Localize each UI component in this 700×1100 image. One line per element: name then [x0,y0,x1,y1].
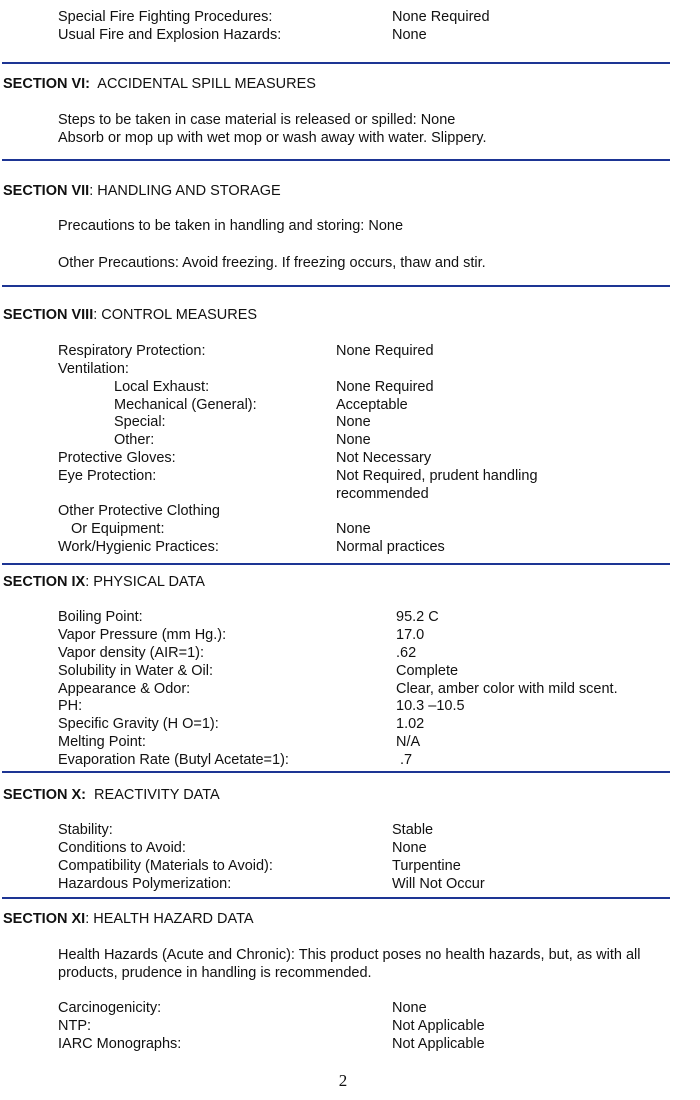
field-label: Or Equipment: [71,521,165,537]
field-label: Other Protective Clothing [58,503,220,519]
section-divider [2,62,670,64]
field-value: Acceptable [336,397,408,413]
field-value: None Required [336,379,434,395]
field-label: Carcinogenicity: [58,1000,162,1016]
field-label: Usual Fire and Explosion Hazards: [58,27,282,43]
field-label: IARC Monographs: [58,1036,182,1052]
section-title: ACCIDENTAL SPILL MEASURES [97,76,316,92]
field-label: Special: [114,414,166,430]
section-title: : HANDLING AND STORAGE [89,183,281,199]
field-label: Other: [114,432,155,448]
section-number: SECTION IX [3,574,86,590]
field-label: Protective Gloves: [58,450,176,466]
field-value: Will Not Occur [392,876,485,892]
field-label: Boiling Point: [58,609,143,625]
section-divider [2,897,670,899]
section-heading [3,573,205,591]
field-label: Appearance & Odor: [58,681,191,697]
body-line: Health Hazards (Acute and Chronic): This product poses no health hazards, but, as with all [58,947,641,963]
field-value: recommended [336,486,429,502]
field-value: None [392,840,427,856]
section-title: REACTIVITY DATA [94,787,220,803]
field-value: Not Necessary [336,450,432,466]
page-number: 2 [338,1071,348,1090]
field-value: .7 [396,752,413,768]
field-label: Ventilation: [58,361,129,377]
section-heading [3,786,220,804]
field-label: Work/Hygienic Practices: [58,539,219,555]
section-divider [2,771,670,773]
section-number: SECTION VI: [3,76,91,92]
field-value: N/A [396,734,421,750]
section-heading [3,182,281,200]
field-label: Compatibility (Materials to Avoid): [58,858,273,874]
field-value: Not Applicable [392,1018,485,1034]
section-number: SECTION XI [3,911,86,927]
field-label: Specific Gravity (H O=1): [58,716,219,732]
field-label: Mechanical (General): [114,397,257,413]
field-value: None [336,432,371,448]
field-value: None [392,27,427,43]
body-line: Precautions to be taken in handling and storing: None [58,218,404,234]
field-value: None [392,1000,427,1016]
field-label: Melting Point: [58,734,146,750]
field-value: 1.02 [396,716,425,732]
section-divider [2,159,670,161]
field-label: Conditions to Avoid: [58,840,186,856]
field-label: Evaporation Rate (Butyl Acetate=1): [58,752,289,768]
field-value: Stable [392,822,434,838]
field-value: Clear, amber color with mild scent. [396,681,618,697]
field-value: None Required [392,9,490,25]
field-value: None [336,521,371,537]
section-heading [3,910,254,928]
body-line: Steps to be taken in case material is released or spilled: None [58,112,456,128]
section-title: : PHYSICAL DATA [85,574,205,590]
field-label: Vapor Pressure (mm Hg.): [58,627,227,643]
field-value: Normal practices [336,539,445,555]
section-number: SECTION X: [3,787,86,803]
section-number: SECTION VII [3,183,90,199]
field-label: Eye Protection: [58,468,157,484]
section-divider [2,285,670,287]
field-label: PH: [58,698,83,714]
field-label: Local Exhaust: [114,379,210,395]
section-title: : HEALTH HAZARD DATA [85,911,254,927]
field-value: 17.0 [396,627,425,643]
field-label: Respiratory Protection: [58,343,206,359]
section-divider [2,563,670,565]
body-line: products, prudence in handling is recommended. [58,965,372,981]
field-value: None [336,414,371,430]
field-label: Vapor density (AIR=1): [58,645,205,661]
section-number: SECTION VIII [3,307,94,323]
field-label: Solubility in Water & Oil: [58,663,213,679]
section-heading [3,306,257,324]
field-value: 95.2 C [396,609,439,625]
field-label: NTP: [58,1018,92,1034]
field-value: Not Required, prudent handling [336,468,538,484]
body-line: Other Precautions: Avoid freezing. If freezing occurs, thaw and stir. [58,255,486,271]
section-title: : CONTROL MEASURES [93,307,258,323]
field-value: Not Applicable [392,1036,485,1052]
section-heading [3,75,316,93]
field-value: Turpentine [392,858,461,874]
field-value: None Required [336,343,434,359]
body-line: Absorb or mop up with wet mop or wash away with water. Slippery. [58,130,487,146]
field-value: 10.3 –10.5 [396,698,465,714]
field-label: Hazardous Polymerization: [58,876,232,892]
field-label: Stability: [58,822,113,838]
field-label: Special Fire Fighting Procedures: [58,9,273,25]
field-value: .62 [396,645,417,661]
field-value: Complete [396,663,459,679]
